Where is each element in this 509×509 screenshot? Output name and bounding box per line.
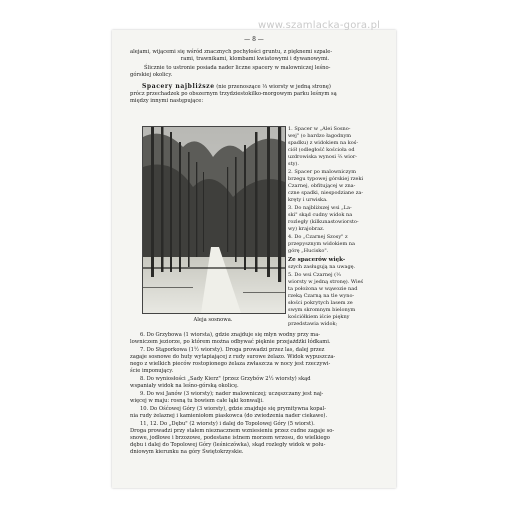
- bottom-line: zagaje sosnowe do huty wytapiającej z rudy surowe żelazo. Widok wypuszcza-: [130, 354, 336, 360]
- bottom-line: 6. Do Grzybowa (1 wiorsta), gdzie znajduje się młyn wodny przy ma-: [140, 332, 321, 338]
- right-line: brzegu typowej górskiej rzeki: [288, 176, 364, 182]
- bottom-line: wspaniały widok na leśno-górską okolicę.: [130, 383, 239, 389]
- bottom-line: nego z wielkich pieców rostopionego żelaza zwłaszcza w nocy jest rzeczywi-: [130, 361, 331, 367]
- right-line: 1. Spacer w „Alei Sosno-: [288, 126, 351, 132]
- section-heading-line: [130, 83, 380, 91]
- pine-alley-photo: [142, 126, 286, 314]
- intro-line: rami, trawnikami, klombami kwiatowymi i dywanowymi.: [180, 56, 330, 62]
- right-line: 3. Do najbliższej wsi „La-: [288, 205, 352, 211]
- right-line: 5. Do wsi Czarnej (⅓: [288, 272, 341, 278]
- right-line: ciół (odległość kościoła od: [288, 147, 355, 153]
- right-line: przedstawia widok;: [288, 321, 338, 327]
- right-subheading: Ze spacerów więk-: [288, 257, 346, 263]
- right-line: kościółkiem iście piękny: [288, 314, 350, 320]
- section-line: prócz przechadzek po obszernym trzydziestokilko-morgowym parku leśnym są: [130, 91, 337, 97]
- right-line: ski" skąd cudny widok na: [288, 212, 353, 218]
- right-line: wej" (o bardzo łagodnym: [288, 133, 352, 139]
- document-page: [112, 30, 396, 488]
- bottom-line: ście imponujący.: [130, 368, 174, 374]
- section-note: (nie przenoszące ⅓ wiorsty w jedną stronę): [216, 84, 331, 90]
- bottom-line: dębu i dalej do Topolowej Góry (leśniczówka), skąd rozległy widok w połu-: [130, 442, 326, 448]
- right-line: wiorsty w jedną stronę). Wieś: [288, 279, 364, 285]
- bottom-line: 9. Do wsi Janów (3 wiorsty); nader malowniczej; uczęszczany jest naj-: [140, 391, 324, 397]
- bottom-line: 11, 12. Do „Dębu" (2 wiorsty) i dalej do Topolowej Góry (5 wiorst).: [140, 421, 315, 427]
- right-line: szych zasługują na uwagę.: [288, 264, 356, 270]
- page-number: — 8 —: [244, 36, 264, 43]
- intro-line: Ślicznie to ustronie posiada nader liczne spacery w malowniczej leśno-: [144, 65, 331, 71]
- right-line: wy) krajobraz.: [288, 226, 325, 232]
- right-line: spadku) z widokiem na koś-: [288, 140, 359, 146]
- right-line: sty).: [288, 161, 299, 167]
- right-line: Czarnej, obfitującej w zna-: [288, 183, 356, 189]
- right-line: 4. Do „Czarnej Szosy" z: [288, 234, 348, 240]
- bottom-line: 7. Do Stąporkowa (1½ wiorsty). Droga prowadzi przez las, dalej przez: [140, 347, 325, 353]
- photo-caption: Aleja sosnowa.: [193, 317, 233, 323]
- bottom-line: Droga prowadzi przy stałem nieznacznem wzniesieniu przez cudne zagaje so-: [130, 428, 335, 434]
- right-line: ta położona w wąwozie nad: [288, 286, 358, 292]
- pine-alley-illustration: [143, 127, 285, 313]
- right-line: swym skromnym bielonym: [288, 307, 356, 313]
- intro-line: alejami, wijącemi się wśród znacznych pochyłości gruntu, z pięknemi szpale-: [130, 49, 333, 55]
- right-line: rzeką Czarną na tle wyno-: [288, 293, 355, 299]
- right-line: przepysznym widokiem na: [288, 241, 355, 247]
- right-line: rozległy (kilkunastowiorsto-: [288, 219, 359, 225]
- right-line: uzdrowiska wynosi ⅔ wior-: [288, 154, 357, 160]
- intro-line: górskiej okolicy.: [130, 72, 173, 78]
- right-line: 2. Spacer po malowniczym: [288, 169, 356, 175]
- right-line: górę „Hucisko".: [288, 248, 329, 254]
- section-line: między innymi następujące:: [130, 98, 204, 104]
- right-line: kręty i urwiska.: [288, 197, 328, 203]
- bottom-line: 10. Do Ośćowej Góry (3 wiorsty), gdzie znajduje się prymitywna kopal-: [140, 406, 327, 412]
- watermark: www.szamlacka-gora.pl: [258, 20, 381, 31]
- bottom-line: nia rudy żelaznej i kamieniołom piaskowca (do zwiedzenia nader ciekawe).: [130, 413, 328, 419]
- right-line: czne spadki, niespodziane za-: [288, 190, 364, 196]
- bottom-line: lowniczem jeziorze, po którem można odbywać pięknie przejażdżki łódkami.: [130, 339, 331, 345]
- section-title: Spacery najbliższe: [142, 83, 215, 90]
- bottom-line: dniowym kierunku na góry Świętokrzyskie.: [130, 449, 244, 455]
- right-line: słości pokrytych lasem ze: [288, 300, 353, 306]
- bottom-line: 8. Do wyniosłości „Sady Kierz" (przez Grzybów 2½ wiorsty) skąd: [140, 376, 311, 382]
- bottom-line: więcej w maju: rosną tu bowiem całe łąki konwalji.: [130, 398, 264, 404]
- bottom-line: snowe, jodłowe i brzozowe, podestane istnem morzem wrzosu, do wielkiego: [130, 435, 330, 441]
